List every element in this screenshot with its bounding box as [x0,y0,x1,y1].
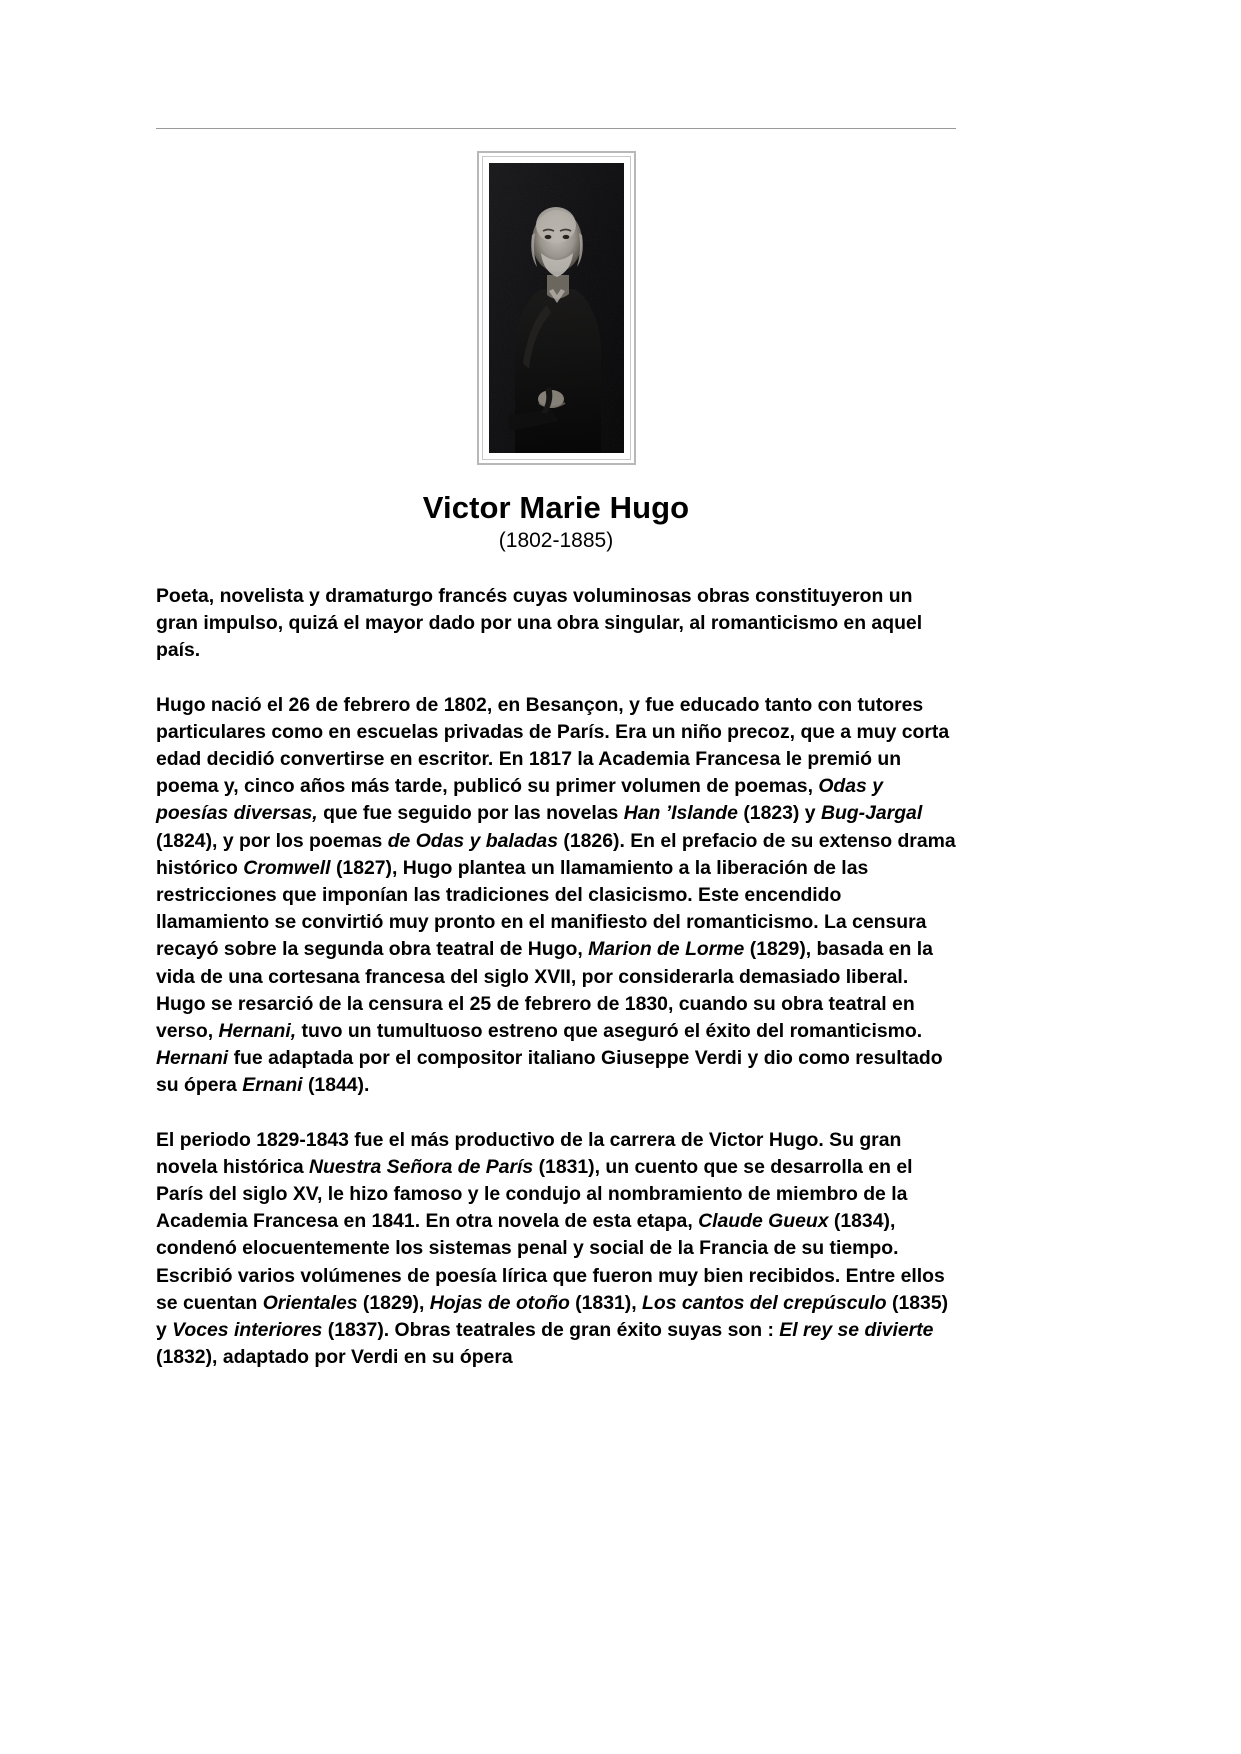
text-run: (1829), basada en la vida de una cortesana francesa del siglo XVII, por considerarla demasiado liberal. Hugo se resarció de la censura el 25 de febrero de 1830, cuando su obra teatral en verso, [156,938,933,1042]
text-run: (1844). [302,1074,370,1097]
text-run: (1831), un cuento que se desarrolla en el París del siglo XV, le hizo famoso y le condujo al nombramiento de miembro de la Academia Francesa en 1841. En otra novela de esta etapa, [156,1155,913,1233]
text-run: Poeta, novelista y dramaturgo francés cuyas voluminosas obras constituyeron un gran impulso, quizá el mayor dado por una obra singular, al romanticismo en aquel país. [156,584,923,662]
work-title: Odas y poesías diversas, [156,775,884,825]
header-divider [156,128,956,129]
page-title: Victor Marie Hugo [422,490,690,525]
work-title: El rey se divierte [779,1318,934,1341]
text-run: (1823) y [737,802,821,825]
text-run: (1832), adaptado por Verdi en su ópera [156,1346,513,1369]
text-run: tuvo un tumultuoso estreno que aseguró el éxito del romanticismo. [296,1019,923,1042]
work-title: Han ’Islande [623,802,738,825]
work-title: de Odas y baladas [387,829,558,852]
work-title: Ernani [242,1074,303,1097]
work-title: Marion de Lorme [588,938,745,961]
text-run: (1837). Obras teatrales de gran éxito suyas son : [322,1318,780,1341]
work-title: Nuestra Señora de París [309,1155,534,1178]
work-title: Hojas de otoño [429,1291,570,1314]
paragraph-intro [156,583,956,665]
work-title: Hernani, [218,1019,297,1042]
text-run: (1831), [569,1291,643,1314]
work-title: Orientales [262,1291,358,1314]
work-title: Claude Gueux [698,1210,829,1233]
text-run: (1835) y [156,1291,949,1341]
portrait-photograph-victor-hugo [489,163,624,453]
work-title: Bug-Jargal [820,802,923,825]
text-run: fue adaptada por el compositor italiano Giuseppe Verdi y dio como resultado su ópera [156,1047,943,1097]
text-run: que fue seguido por las novelas [317,802,624,825]
body-text [156,583,956,1371]
portrait-frame-inner [482,156,631,460]
text-run: (1827), Hugo plantea un llamamiento a la liberación de las restricciones que imponían las tradiciones del clasicismo. Este encendido llamamiento se convirtió muy pronto en el manifiesto del romanticismo. La censura recayó sobre la segunda obra teatral de Hugo, [156,856,927,961]
text-run: El periodo 1829-1843 fue el más productivo de la carrera de Victor Hugo. Su gran novela histórica [156,1128,902,1178]
work-title: Hernani [156,1047,229,1070]
paragraph-early-life [156,692,956,1100]
text-run: Hugo nació el 26 de febrero de 1802, en Besançon, y fue educado tanto con tutores particulares como en escuelas privadas de París. Era un niño precoz, que a muy corta edad decidió convertirse en escritor. En 1817 la Academia Francesa le premió un poema y, cinco años más tarde, publicó su primer volumen de poemas, [156,693,950,798]
portrait-frame-outer [477,151,636,465]
text-run: (1826). En el prefacio de su extenso drama histórico [156,829,956,879]
paragraph-productive-period [156,1127,956,1372]
text-run: (1824), y por los poemas [156,829,388,852]
text-run: (1829), [357,1291,430,1314]
page-content [156,128,956,1371]
life-dates: (1802-1885) [498,528,614,552]
portrait-container [156,151,956,465]
text-run: (1834), condenó elocuentemente los sistemas penal y social de la Francia de su tiempo. Escribió varios volúmenes de poesía lírica que fueron muy bien recibidos. Entre ellos se cuentan [156,1210,945,1314]
work-title: Voces interiores [172,1318,323,1341]
work-title: Los cantos del crepúsculo [642,1291,887,1314]
work-title: Cromwell [243,856,331,879]
